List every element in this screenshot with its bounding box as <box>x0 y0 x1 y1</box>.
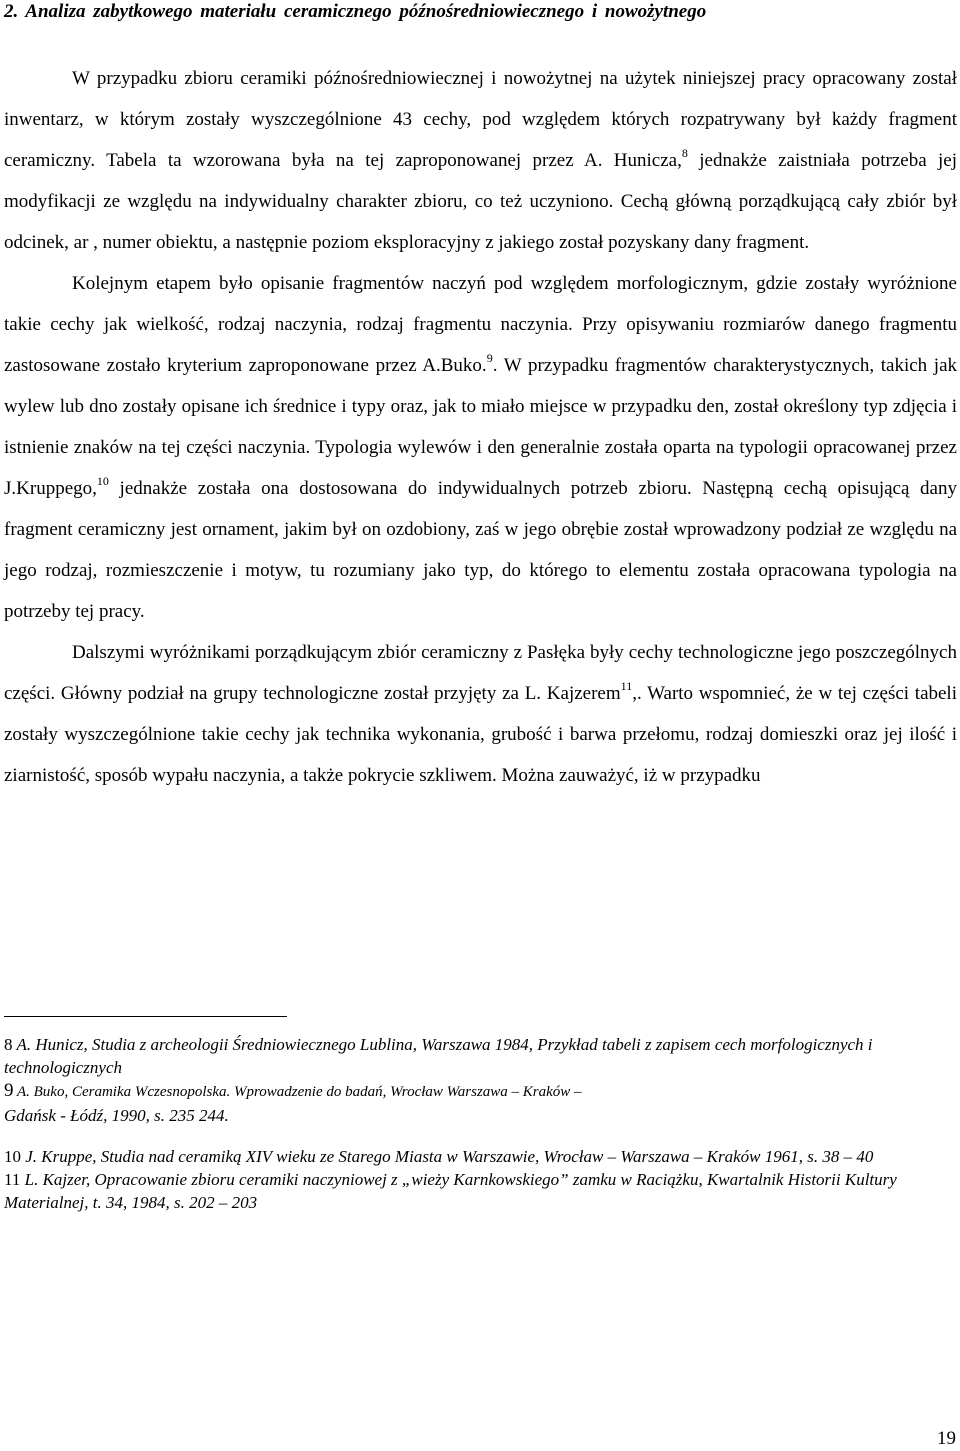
paragraph-3 <box>4 632 957 796</box>
footnote-9 <box>4 1079 944 1129</box>
footnote-ref-9: 9 <box>486 351 493 365</box>
footnote-ref-11: 11 <box>620 679 633 693</box>
page-number: 19 <box>937 1428 956 1449</box>
footnote-9-number: 9 <box>4 1080 14 1101</box>
paragraph-1-text-a: W przypadku zbioru ceramiki późnośredniowiecznej i nowożytnej na użytek niniejszej pracy opracowany został inwentarz, w którym zostały wyszczególnione 43 cechy, pod względem których rozpatrywany był każdy fragment ceramiczny. Tabela ta wzorowana była na tej zaproponowanej przez A. Hunicza, <box>4 68 957 171</box>
section-heading: 2. Analiza zabytkowego materiału ceramicznego późnośredniowiecznego i nowożytnego <box>4 1 707 22</box>
footnote-11 <box>4 1168 944 1214</box>
paragraph-3-text-a: Dalszymi wyróżnikami porządkującym zbiór ceramiczny z Pasłęka były cechy technologiczne jego poszczególnych części. Główny podział na grupy technologiczne został przyjęty za L. Kajzerem <box>4 642 957 704</box>
footnote-11-text: L. Kajzer, Opracowanie zbioru ceramiki naczyniowej z „wieży Karnkowskiego” zamku w Raciążku, Kwartalnik Historii Kultury Materialnej, t. 34, 1984, s. 202 – 203 <box>4 1170 897 1212</box>
paragraph-2-text-a: Kolejnym etapem było opisanie fragmentów naczyń pod względem morfologicznym, gdzie zostały wyróżnione takie cechy jak wielkość, rodzaj naczynia, rodzaj fragmentu naczynia. Przy opisywaniu rozmiarów danego fragmentu zastosowane zostało kryterium zaproponowane przez A.Buko. <box>4 273 957 376</box>
footnote-ref-10: 10 <box>96 474 109 488</box>
footnote-spacer <box>4 1129 944 1145</box>
footnote-10-text: J. Kruppe, Studia nad ceramiką XIV wieku ze Starego Miasta w Warszawie, Wrocław – Warszawa – Kraków 1961, s. 38 – 40 <box>21 1147 874 1166</box>
paragraph-3-text-b: ,. Warto wspomnieć, że w tej części tabeli zostały wyszczególnione takie cechy jak technika wykonania, grubość i barwa przełomu, rodzaj domieszki oraz jej ilość i ziarnistość, sposób wypału naczynia, a także pokrycie szkliwem. Można zauważyć, iż w przypadku <box>4 683 957 786</box>
paragraph-1-text-b: jednakże zaistniała potrzeba jej modyfikacji ze względu na indywidualny charakter zbioru, co też uczyniono. Cechą główną porządkującą cały zbiór był odcinek, ar , numer obiektu, a następnie poziom eksploracyjny z jakiego został pozyskany dany fragment. <box>4 150 958 253</box>
body-text <box>4 58 957 796</box>
footnote-8-text: A. Hunicz, Studia z archeologii Średniowiecznego Lublina, Warszawa 1984, Przykład tabeli z zapisem cech morfologicznych i technologicznych <box>4 1035 873 1077</box>
footnote-8-number: 8 <box>4 1035 13 1054</box>
footnotes <box>4 1033 944 1214</box>
footnote-9-text-tail: Gdańsk - Łódź, 1990, s. 235 244. <box>4 1106 229 1125</box>
paragraph-2-text-c: jednakże została ona dostosowana do indywidualnych potrzeb zbioru. Następną cechą opisującą dany fragment ceramiczny jest ornament, jakim był on ozdobiony, zaś w jego obrębie został wprowadzony podział ze względu na jego rodzaj, rozmieszczenie i motyw, tu rozumiany jako typ, do którego to elementu została opracowana typologia na potrzeby tej pracy. <box>4 478 957 622</box>
paragraph-2-text-b: . W przypadku fragmentów charakterystycznych, takich jak wylew lub dno zostały opisane ich średnice i typy oraz, jak to miało miejsce w przypadku den, został określony typ zdjęcia i istnienie znaków na tej części naczynia. Typologia wylewów i den generalnie została oparta na typologii opracowanej przez J.Kruppego, <box>4 355 958 499</box>
footnote-10 <box>4 1145 944 1168</box>
paragraph-2 <box>4 263 957 632</box>
footnote-11-number: 11 <box>4 1170 21 1189</box>
footnote-8 <box>4 1033 944 1079</box>
footnote-9-text: A. Buko, Ceramika Wczesnopolska. Wprowadzenie do badań, Wrocław Warszawa – Kraków – <box>13 1084 582 1100</box>
footnote-ref-8: 8 <box>681 146 688 160</box>
paragraph-1 <box>4 58 957 263</box>
footnote-separator <box>4 1016 287 1017</box>
footnote-10-number: 10 <box>4 1147 21 1166</box>
